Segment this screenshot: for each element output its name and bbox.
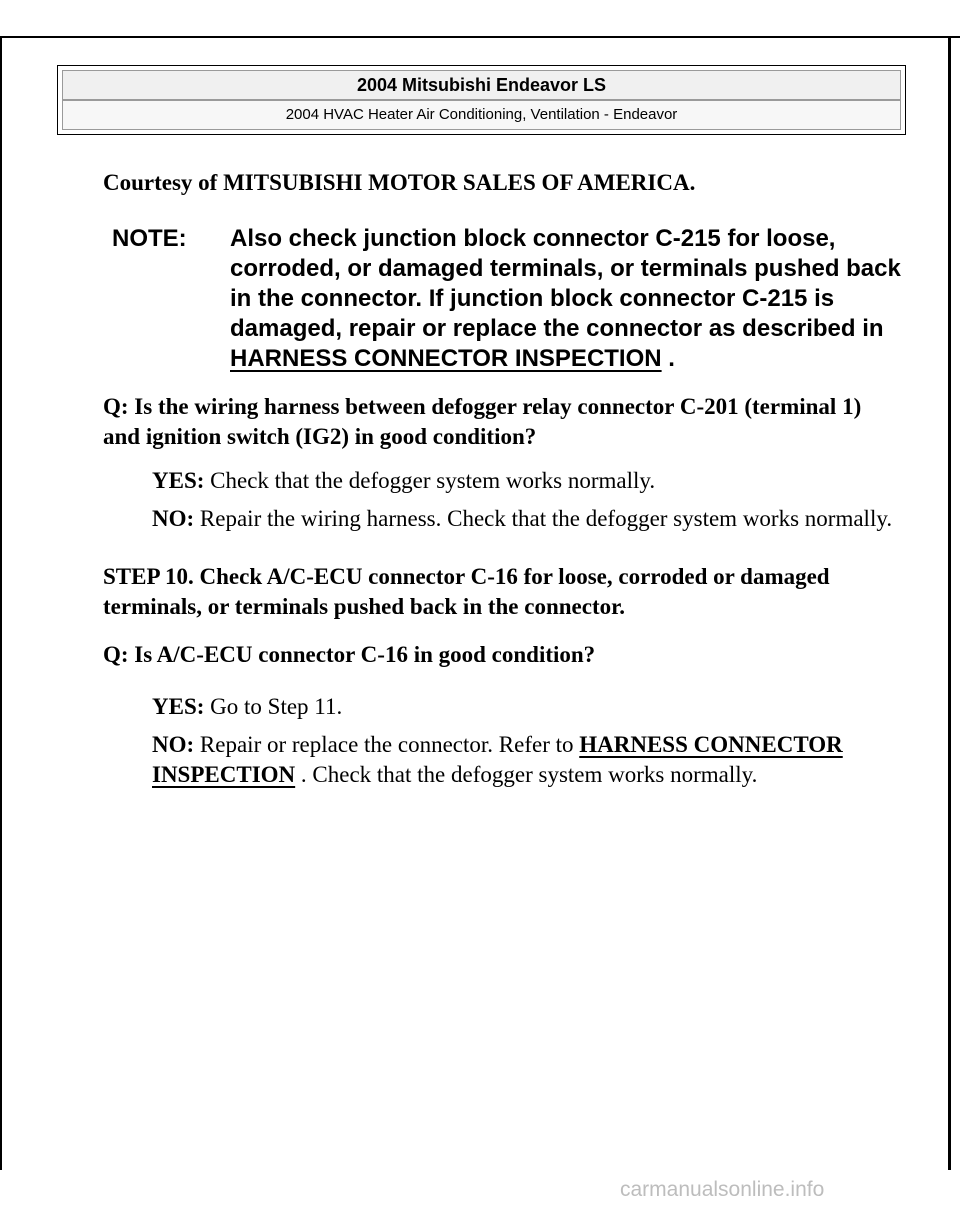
question-1: Q: Is the wiring harness between defogger relay connector C-201 (terminal 1) and ignition switch (IG2) in good condition? [103, 394, 862, 449]
footer-watermark: carmanualsonline.info [620, 1178, 825, 1201]
answer-2-no-label: NO: [152, 732, 195, 757]
header-subtitle: 2004 HVAC Heater Air Conditioning, Ventilation - Endeavor [62, 100, 901, 130]
answer-1-no-text: Repair the wiring harness. Check that the defogger system works normally. [194, 506, 893, 531]
answer-2-no-text: Repair or replace the connector. Refer to [194, 732, 580, 757]
answer-2-no-text-end: . Check that the defogger system works normally. [295, 762, 758, 787]
figure-courtesy-caption: Courtesy of MITSUBISHI MOTOR SALES OF AMERICA. [103, 170, 696, 195]
answer-2-yes-label: YES: [152, 694, 205, 719]
harness-connector-inspection-link-2[interactable]: HARNESS CONNECTOR INSPECTION [152, 732, 843, 787]
answer-2-no [152, 730, 912, 790]
answer-1-yes-label: YES: [152, 468, 205, 493]
note-text-body: Also check junction block connector C-215 for loose, corroded, or damaged terminals, or terminals pushed back in the connector. If junction block connector C-215 is damaged, repair or replace the connector as described in [230, 225, 901, 342]
answer-1-no [152, 504, 912, 534]
answer-1-yes [152, 466, 912, 496]
header-title: 2004 Mitsubishi Endeavor LS [62, 70, 901, 100]
document-header [57, 65, 906, 135]
answer-2-yes [152, 692, 912, 722]
question-2: Q: Is A/C-ECU connector C-16 in good condition? [103, 642, 596, 667]
page-frame-left [0, 36, 2, 1170]
page-frame-right [948, 36, 951, 1170]
answer-2-yes-text: Go to Step 11. [204, 694, 343, 719]
harness-connector-inspection-link[interactable]: HARNESS CONNECTOR INSPECTION [230, 345, 662, 372]
page-frame-top [0, 36, 960, 38]
answer-1-no-label: NO: [152, 506, 195, 531]
note-label: NOTE: [112, 225, 187, 252]
step-10-heading: STEP 10. Check A/C-ECU connector C-16 for loose, corroded or damaged terminals, or terminals pushed back in the connector. [103, 564, 830, 619]
note-text-end: . [661, 345, 675, 372]
note-text [230, 224, 920, 374]
answer-1-yes-text: Check that the defogger system works normally. [204, 468, 656, 493]
